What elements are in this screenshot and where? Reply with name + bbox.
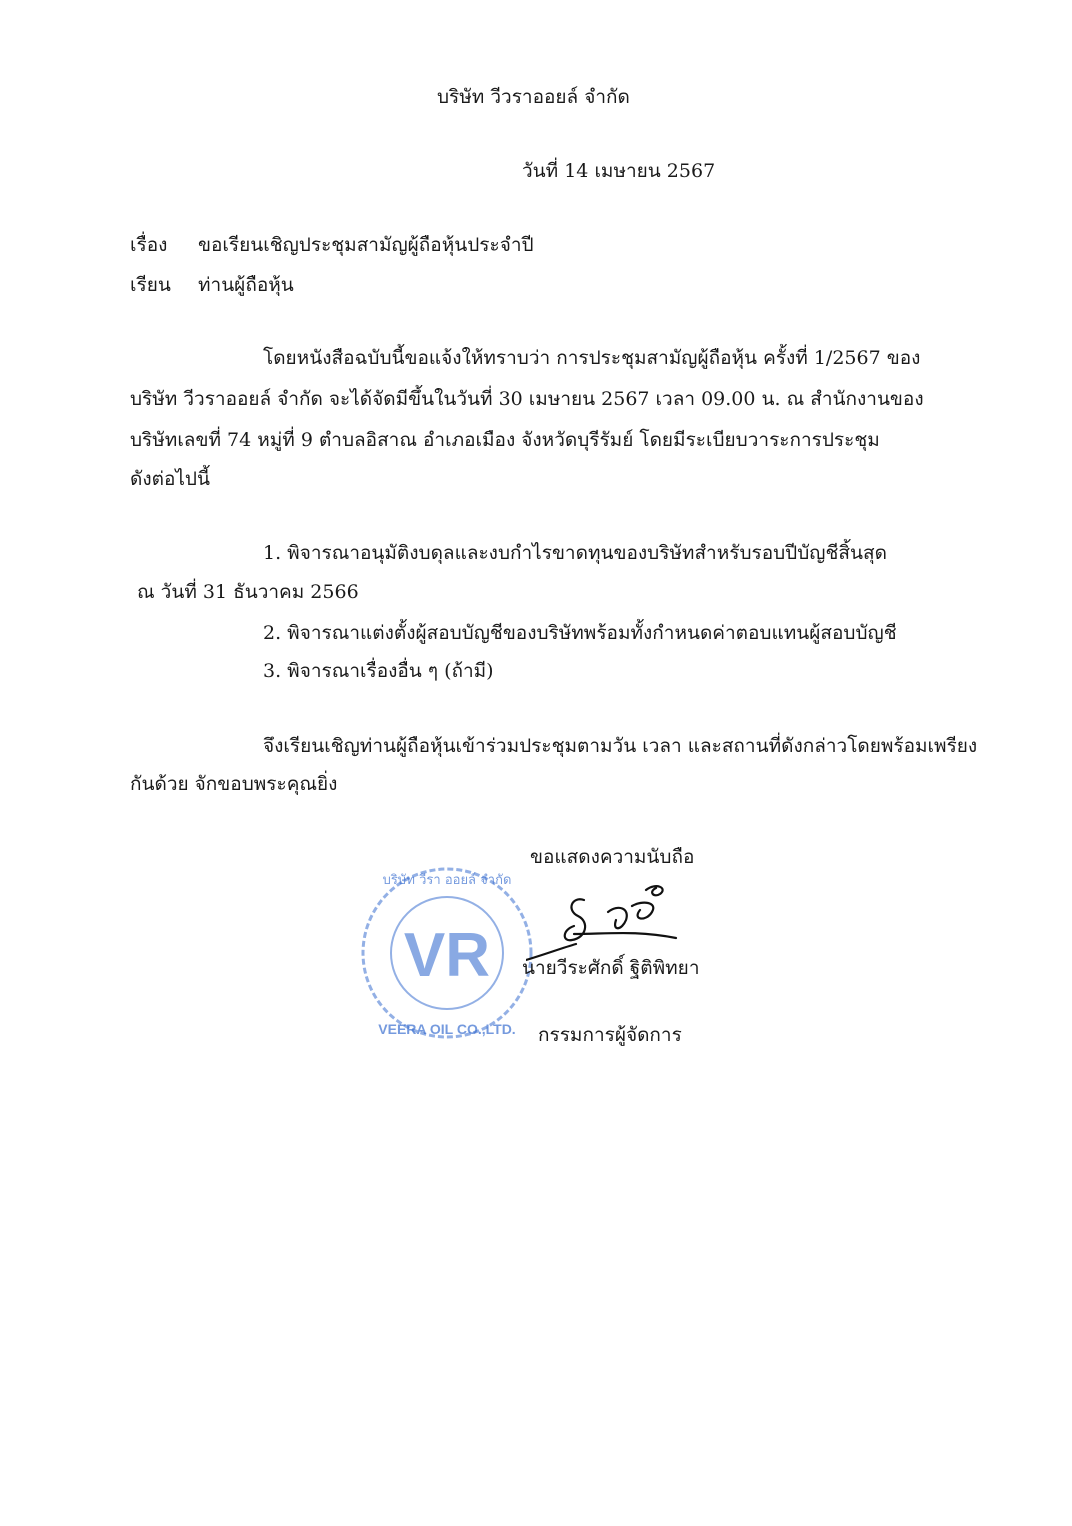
closing-line-1: จึงเรียนเชิญท่านผู้ถือหุ้นเข้าร่วมประชุมตามวัน เวลา และสถานที่ดังกล่าวโดยพร้อมเพรียง [263, 735, 978, 757]
subject-text: ขอเรียนเชิญประชุมสามัญผู้ถือหุ้นประจำปี [198, 234, 534, 256]
agenda-item-1: 1. พิจารณาอนุมัติงบดุลและงบกำไรขาดทุนของบริษัทสำหรับรอบปีบัญชีสิ้นสุด [263, 542, 887, 564]
seal-bottom-text: VEERA OIL CO.,LTD. [378, 1021, 516, 1037]
agenda-item-2: 2. พิจารณาแต่งตั้งผู้สอบบัญชีของบริษัทพร้อมทั้งกำหนดค่าตอบแทนผู้สอบบัญชี [263, 622, 897, 644]
closing-line-2: กันด้วย จักขอบพระคุณยิ่ง [130, 773, 338, 795]
seal-top-text: บริษัท วีรา ออยล์ จำกัด [382, 873, 512, 888]
body-line-2: บริษัท วีวราออยล์ จำกัด จะได้จัดมีขึ้นในวันที่ 30 เมษายน 2567 เวลา 09.00 น. ณ สำนักงานของ [130, 388, 924, 410]
signer-title: กรรมการผู้จัดการ [538, 1024, 682, 1046]
recipient-text: ท่านผู้ถือหุ้น [198, 274, 294, 296]
seal-monogram: VR [403, 921, 491, 990]
company-seal [352, 858, 542, 1048]
body-line-4: ดังต่อไปนี้ [130, 468, 210, 490]
regards-text: ขอแสดงความนับถือ [530, 846, 695, 868]
agenda-item-1-cont: ณ วันที่ 31 ธันวาคม 2566 [137, 581, 359, 603]
agenda-item-3: 3. พิจารณาเรื่องอื่น ๆ (ถ้ามี) [263, 660, 494, 682]
recipient-label: เรียน [130, 274, 171, 296]
letter-date: วันที่ 14 เมษายน 2567 [522, 160, 716, 182]
subject-label: เรื่อง [130, 234, 168, 256]
company-name: บริษัท วีวราออยล์ จำกัด [437, 86, 630, 108]
body-line-3: บริษัทเลขที่ 74 หมู่ที่ 9 ตำบลอิสาณ อำเภอเมือง จังหวัดบุรีรัมย์ โดยมีระเบียบวาระการประชุม [130, 429, 880, 451]
signer-name: นายวีระศักดิ์ ฐิติพิทยา [522, 957, 700, 979]
body-line-1: โดยหนังสือฉบับนี้ขอแจ้งให้ทราบว่า การประชุมสามัญผู้ถือหุ้น ครั้งที่ 1/2567 ของ [263, 347, 921, 369]
